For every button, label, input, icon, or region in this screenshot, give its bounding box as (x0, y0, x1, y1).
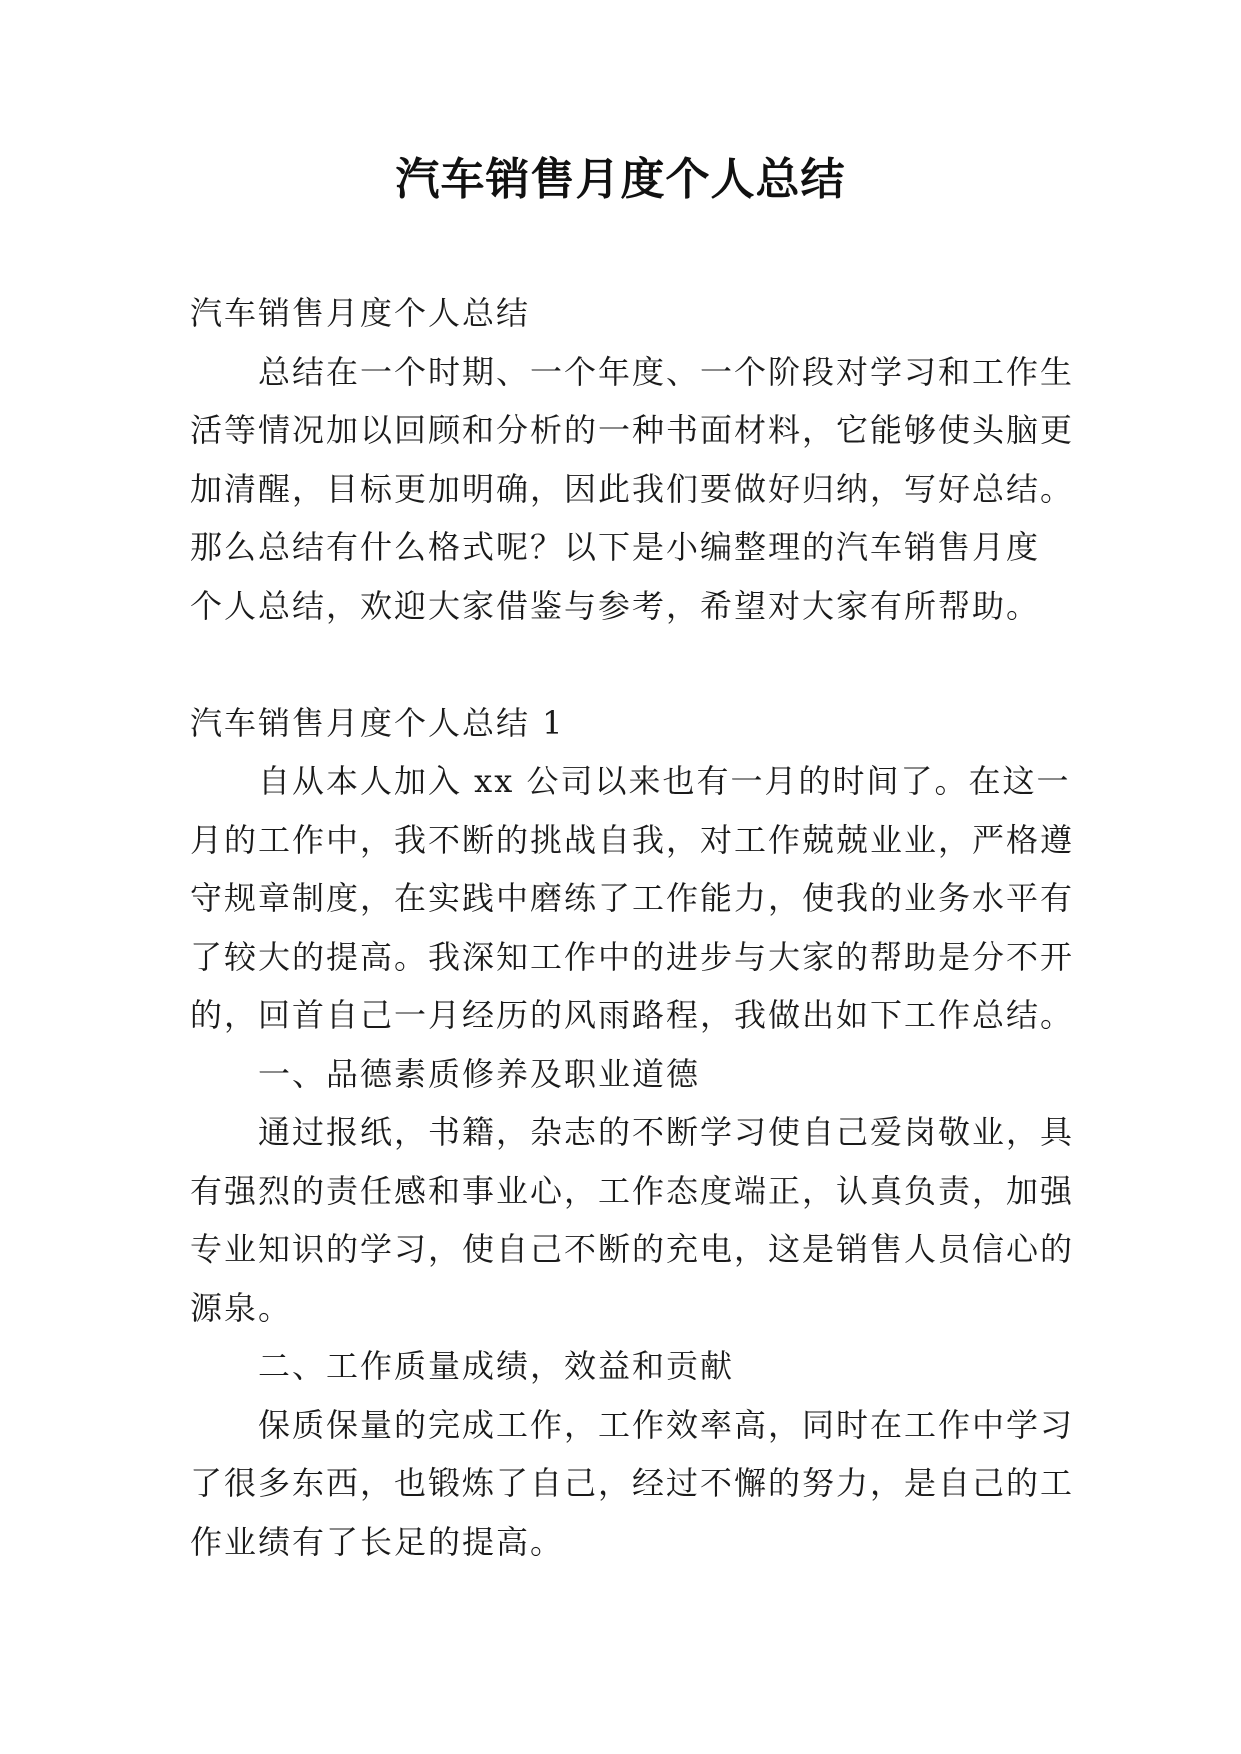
paragraph-line: 通过报纸，书籍，杂志的不断学习使自己爱岗敬业，具 (258, 1113, 1075, 1151)
intro-line: 总结在一个时期、一个年度、一个阶段对学习和工作生 (258, 352, 1075, 391)
paragraph-line: 有强烈的责任感和事业心，工作态度端正，认真负责，加强 (190, 1171, 1075, 1210)
document-body (190, 284, 1075, 1571)
paragraph-gap (190, 635, 1070, 694)
paragraph-line: 守规章制度，在实践中磨练了工作能力，使我的业务水平有 (190, 879, 1075, 917)
intro-line: 活等情况加以回顾和分析的一种书面材料，它能够使头脑更 (190, 411, 1075, 449)
paragraph-line: 作业绩有了长足的提高。 (190, 1522, 565, 1561)
paragraph-line: 的，回首自己一月经历的风雨路程，我做出如下工作总结。 (190, 996, 1075, 1034)
intro-line: 加清醒，目标更加明确，因此我们要做好归纳，写好总结。 (190, 469, 1075, 508)
intro-line: 个人总结，欢迎大家借鉴与参考，希望对大家有所帮助。 (190, 586, 1041, 625)
section-heading: 汽车销售月度个人总结 1 (190, 703, 565, 742)
subheading: 二、工作质量成绩，效益和贡献 (258, 1347, 735, 1385)
paragraph-line: 自从本人加入 xx 公司以来也有一月的时间了。在这一 (258, 762, 1071, 800)
paragraph-line: 保质保量的完成工作，工作效率高，同时在工作中学习 (258, 1405, 1075, 1444)
paragraph-line: 了很多东西，也锻炼了自己，经过不懈的努力，是自己的工 (190, 1464, 1075, 1502)
paragraph-line: 了较大的提高。我深知工作中的进步与大家的帮助是分不开 (190, 937, 1075, 976)
intro-line: 那么总结有什么格式呢？以下是小编整理的汽车销售月度 (190, 528, 1041, 566)
paragraph-line: 月的工作中，我不断的挑战自我，对工作兢兢业业，严格遵 (190, 820, 1075, 859)
subheading: 一、品德素质修养及职业道德 (258, 1054, 701, 1093)
document-title: 汽车销售月度个人总结 (395, 154, 846, 205)
intro-heading: 汽车销售月度个人总结 (190, 294, 531, 332)
paragraph-line: 专业知识的学习，使自己不断的充电，这是销售人员信心的 (190, 1230, 1075, 1268)
paragraph-line: 源泉。 (190, 1288, 293, 1327)
